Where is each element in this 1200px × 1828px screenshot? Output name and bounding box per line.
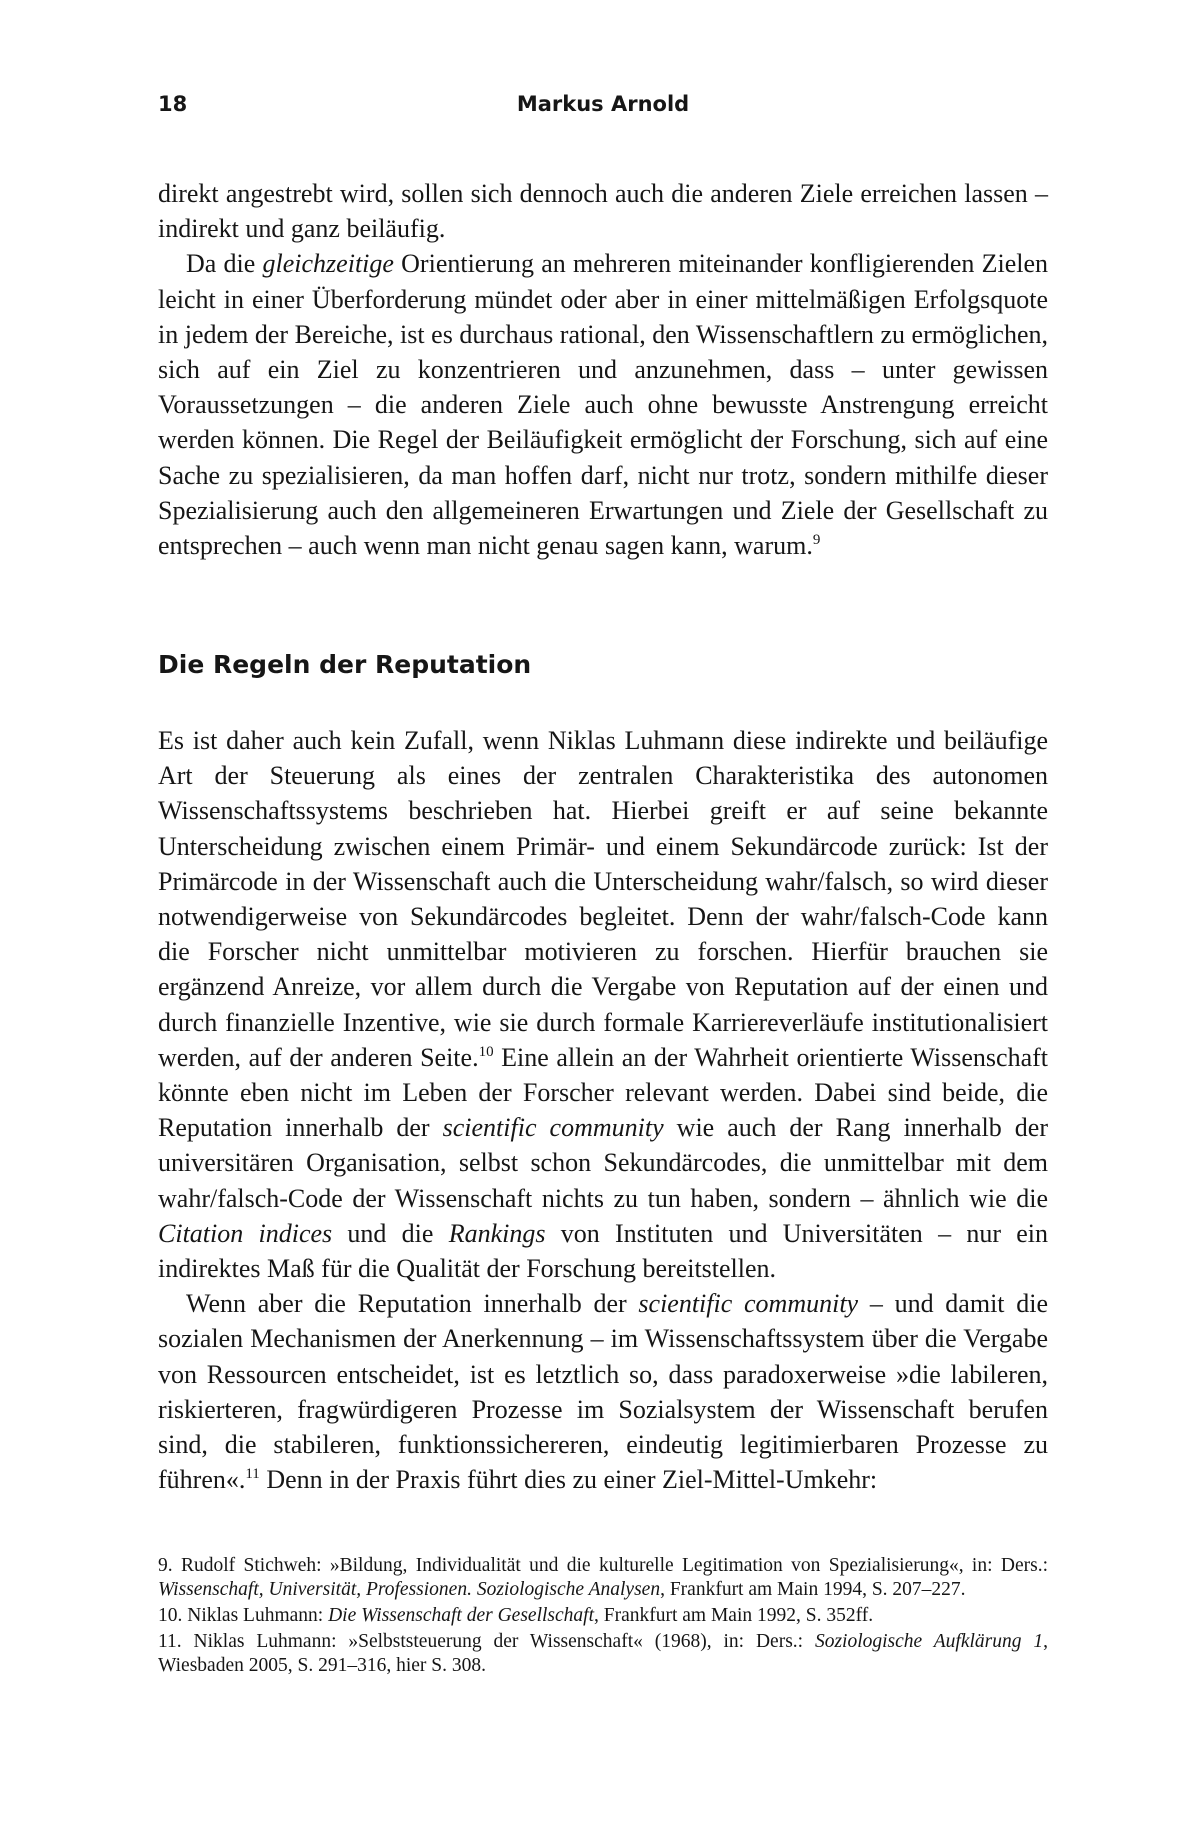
emphasis: Citation indices: [158, 1218, 333, 1248]
opening-text: [158, 176, 1048, 563]
page-number: 18: [158, 92, 188, 116]
section-heading: Die Regeln der Reputation: [158, 650, 532, 679]
running-head-author: Markus Arnold: [516, 92, 690, 116]
text-run: Eine allein an der Wahrheit orientierte Wissenschaft könnte eben nicht im Leben der Forscher relevant werden. Dabei sind beide, die Reputation innerhalb der: [158, 1042, 1049, 1143]
emphasis: scientific community: [638, 1289, 859, 1319]
text-run: Rudolf Stichweh: »Bildung, Individualität und die kulturelle Legitimation von Spezialisierung«, in: Ders.:: [181, 1555, 1048, 1576]
emphasis: Rankings: [448, 1218, 546, 1248]
footnote-number: 9.: [158, 1555, 173, 1576]
text-run: , Frankfurt am Main 1994, S. 207–227.: [660, 1579, 966, 1600]
running-head: [158, 92, 1048, 126]
text-run: Wenn aber die Reputation innerhalb der: [186, 1289, 639, 1319]
footnote-ref[interactable]: 10: [478, 1043, 494, 1060]
text-run: Da die: [186, 249, 263, 279]
section-text: [158, 723, 1048, 1497]
emphasis: Wissenschaft, Universität, Professionen. Soziologische Analysen: [158, 1579, 661, 1600]
text-run: Orientierung an mehreren miteinander konfligierenden Zielen leicht in einer Überforderung mündet oder aber in einer mittelmäßigen Erfolgsquote in jedem der Bereiche, ist es durchaus rational, den Wissenschaftlern zu ermöglichen, sich auf ein Ziel zu konzentrieren und anzunehmen, dass – unter gewissen Voraussetzungen – die anderen Ziele auch ohne bewusste Anstrengung erreicht werden können. Die Regel der Beiläufigkeit ermöglicht der Forschung, sich auf eine Sache zu spezialisieren, da man hoffen darf, nicht nur trotz, sondern mithilfe dieser Spezialisierung auch den allgemeineren Erwartungen und Ziele der Gesellschaft zu entsprechen – auch wenn man nicht genau sagen kann, warum.: [158, 249, 1048, 561]
text-run: wie auch der Rang innerhalb der universitären Organisation, selbst schon Sekundärcodes, die unmittelbar mit dem wahr/falsch-Code der Wissenschaft nichts zu tun haben, sondern – ähnlich wie die: [158, 1113, 1048, 1213]
footnotes: [158, 1554, 1048, 1678]
footnote: [158, 1554, 1048, 1602]
text-run: , Frankfurt am Main 1992, S. 352ff.: [594, 1605, 874, 1626]
paragraph: [158, 723, 1048, 1286]
paragraph: [158, 246, 1048, 563]
paragraph: direkt angestrebt wird, sollen sich dennoch auch die anderen Ziele erreichen lassen – indirekt und ganz beiläufig.: [158, 179, 1048, 244]
footnote: [158, 1630, 1048, 1678]
footnote-ref[interactable]: 9: [812, 532, 821, 549]
text-run: Es ist daher auch kein Zufall, wenn Niklas Luhmann diese indirekte und beiläufige Art der Steuerung als eines der zentralen Charakteristika des autonomen Wissenschaftssystems beschrieben hat. Hierbei greift er auf seine bekannte Unterscheidung zwischen einem Primär- und einem Sekundärcode zurück: Ist der Primärcode in der Wissenschaft auch die Unterscheidung wahr/falsch, so wird dieser notwendigerweise von Sekundärcodes begleitet. Denn der wahr/falsch-Code kann die Forscher nicht unmittelbar motivieren zu forschen. Hierfür brauchen sie ergänzend Anreize, vor allem durch die Vergabe von Reputation auf der einen und durch finanzielle Inzentive, wie sie durch formale Karriereverläufe institutionalisiert werden, auf der anderen Seite.: [158, 726, 1048, 1072]
text-run: Niklas Luhmann:: [187, 1605, 329, 1626]
text-run: und die: [332, 1218, 449, 1248]
paragraph: [158, 1286, 1048, 1497]
text-run: , Wiesbaden 2005, S. 291–316, hier S. 308.: [158, 1631, 1048, 1676]
emphasis: gleichzeitige: [262, 249, 394, 279]
footnote-number: 11.: [158, 1631, 182, 1652]
emphasis: Die Wissenschaft der Gesellschaft: [328, 1605, 594, 1626]
emphasis: scientific community: [442, 1113, 664, 1143]
footnote-number: 10.: [158, 1605, 183, 1626]
footnote: [158, 1604, 1048, 1628]
text-run: Niklas Luhmann: »Selbststeuerung der Wissenschaft« (1968), in: Ders.:: [193, 1631, 815, 1652]
text-run: Denn in der Praxis führt dies zu einer Ziel-Mittel-Umkehr:: [259, 1465, 878, 1495]
text-run: von Instituten und Universitäten – nur ein indirektes Maß für die Qualität der Forschung bereitstellen.: [158, 1218, 1049, 1284]
text-run: – und damit die sozialen Mechanismen der Anerkennung – im Wissenschaftssystem über die Vergabe von Ressourcen entscheidet, ist es letztlich so, dass paradoxerweise »die labileren, riskierteren, fragwürdigeren Prozesse im Sozialsystem der Wissenschaft berufen sind, die stabileren, funktionssichereren, eindeutig legitimierbaren Prozesse zu führen«.: [158, 1289, 1049, 1495]
emphasis: Soziologische Aufklärung 1: [814, 1631, 1044, 1652]
footnote-ref[interactable]: 11: [245, 1466, 260, 1483]
